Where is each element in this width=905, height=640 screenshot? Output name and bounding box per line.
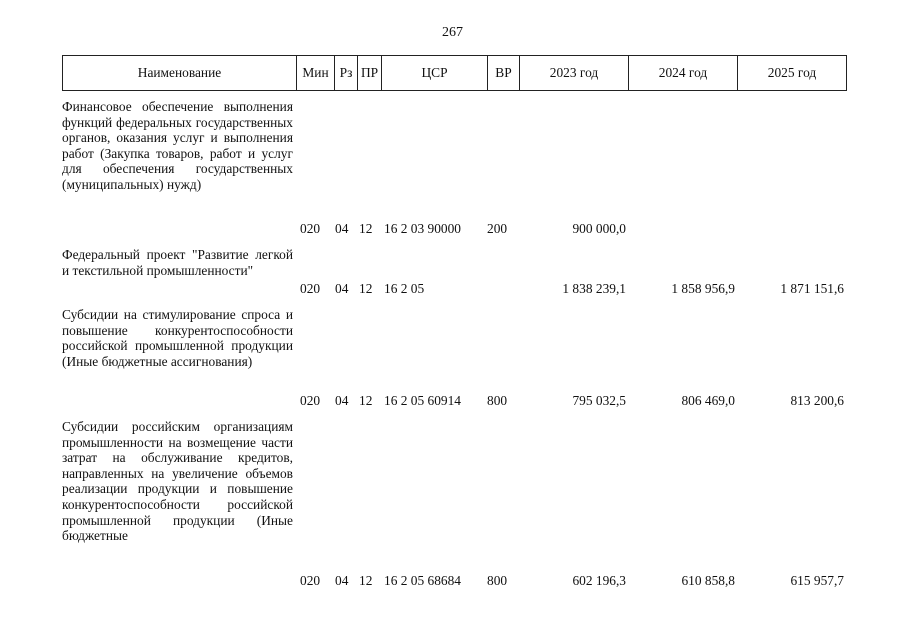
row-vr: 200 [487, 221, 508, 236]
table-row [0, 247, 905, 297]
table-header [62, 55, 847, 91]
row-csr: 16 2 05 60914 [384, 393, 461, 408]
row-2024: 806 469,0 [681, 393, 735, 408]
page-number: 267 [442, 25, 463, 40]
row-rz: 04 [335, 573, 349, 588]
row-min: 020 [300, 573, 321, 588]
row-name: Финансовое обеспечение выполнения функций федеральных государственных органов, оказания услуг и выполнения работ (Закупка товаров, работ и услуг для обеспечения государственных (муниципальных) нужд) [62, 99, 293, 192]
row-2025: 615 957,7 [790, 573, 844, 588]
row-rz: 04 [335, 281, 349, 296]
row-2024: 1 858 956,9 [671, 281, 735, 296]
row-csr: 16 2 05 68684 [384, 573, 461, 588]
table-row [0, 419, 905, 589]
table-row [0, 99, 905, 237]
row-name: Субсидии российским организациям промышленности на возмещение части затрат на обслуживание кредитов, направленных на увеличение объемов реализации продукции и повышение конкурентоспособности российской промышленной продукции (Иные бюджетные [62, 419, 293, 544]
header-2025: 2025 год [738, 56, 847, 91]
header-2024: 2024 год [629, 56, 738, 91]
row-csr: 16 2 05 [384, 281, 425, 296]
header-rz: Рз [335, 56, 358, 91]
header-min: Мин [297, 56, 335, 91]
row-2023: 1 838 239,1 [562, 281, 626, 296]
header-pr: ПР [358, 56, 382, 91]
header-name: Наименование [63, 56, 297, 91]
row-rz: 04 [335, 393, 349, 408]
row-2023: 602 196,3 [572, 573, 626, 588]
row-min: 020 [300, 393, 321, 408]
row-name: Субсидии на стимулирование спроса и повышение конкурентоспособности российской промышленной продукции (Иные бюджетные ассигнования) [62, 307, 293, 369]
header-2023: 2023 год [520, 56, 629, 91]
row-pr: 12 [359, 573, 373, 588]
row-rz: 04 [335, 221, 349, 236]
row-csr: 16 2 03 90000 [384, 221, 461, 236]
header-vr: ВР [488, 56, 520, 91]
header-csr: ЦСР [382, 56, 488, 91]
row-2023: 900 000,0 [572, 221, 626, 236]
row-2025: 1 871 151,6 [780, 281, 844, 296]
row-2025: 813 200,6 [790, 393, 844, 408]
row-2024: 610 858,8 [681, 573, 735, 588]
row-min: 020 [300, 221, 321, 236]
row-pr: 12 [359, 221, 373, 236]
row-name: Федеральный проект "Развитие легкой и текстильной промышленности" [62, 247, 293, 278]
table-row [0, 307, 905, 409]
row-2023: 795 032,5 [572, 393, 626, 408]
row-pr: 12 [359, 281, 373, 296]
row-min: 020 [300, 281, 321, 296]
row-pr: 12 [359, 393, 373, 408]
row-vr: 800 [487, 573, 508, 588]
row-vr: 800 [487, 393, 508, 408]
